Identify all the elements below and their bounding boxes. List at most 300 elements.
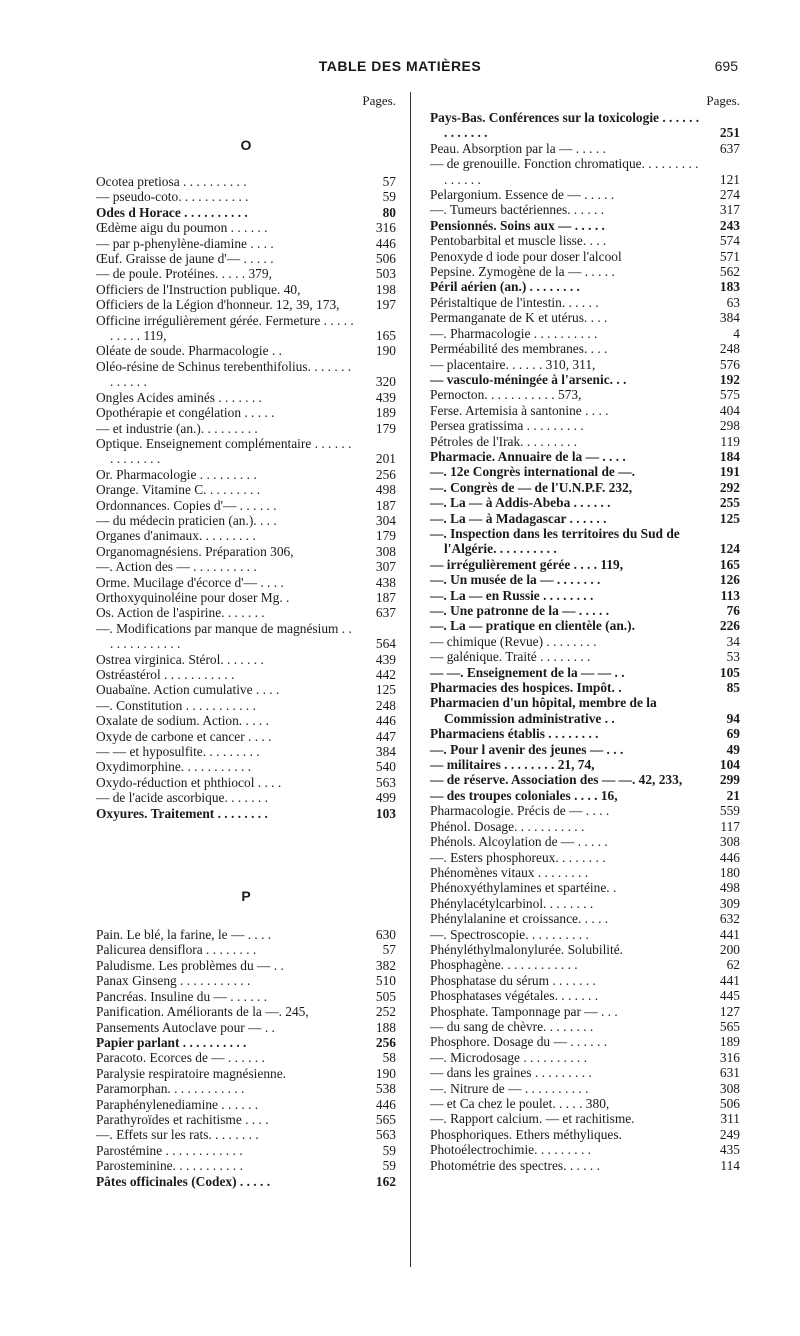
index-entry xyxy=(96,498,396,513)
index-entry-term: —. La — à Addis-Abeba . . . . . . xyxy=(430,495,611,511)
index-entry xyxy=(430,434,740,449)
index-entry-term: Oxyures. Traitement . . . . . . . . xyxy=(96,805,268,821)
index-entry xyxy=(430,1004,740,1019)
index-entry-term: Pansements Autoclave pour — . . xyxy=(96,1019,275,1035)
index-entry-page: 311 xyxy=(720,1111,740,1127)
index-entry xyxy=(96,1081,396,1096)
index-entry-page: 180 xyxy=(719,864,740,880)
index-entry-term: — de réserve. Association des — —. 42, 233, xyxy=(430,772,683,788)
index-entry-page: 201 xyxy=(375,451,396,467)
index-entry-page: 307 xyxy=(375,559,396,575)
index-entry-term: Pentobarbital et muscle lisse. . . . xyxy=(430,233,607,249)
index-entry-page: 446 xyxy=(375,1096,396,1112)
index-entry-page: 58 xyxy=(382,1050,396,1066)
index-entry xyxy=(430,665,740,680)
index-entry-term: Ostréastérol . . . . . . . . . . . xyxy=(96,667,235,682)
index-entry xyxy=(96,989,396,1004)
index-entry-term: Officiers de la Légion d'honneur. 12, 39, 173, xyxy=(96,297,340,313)
index-entry-term: Ongles Acides aminés . . . . . . . xyxy=(96,389,262,405)
index-entry-page: 165 xyxy=(719,556,740,572)
index-entry-term: Persea gratissima . . . . . . . . . xyxy=(430,418,584,434)
index-entry-term: Phosphore. Dosage du — . . . . . . xyxy=(430,1034,608,1050)
pages-label-right: Pages. xyxy=(706,93,740,108)
index-entry xyxy=(430,1111,740,1126)
index-entry-page: 446 xyxy=(375,713,396,729)
index-entry-page: 631 xyxy=(719,1065,740,1081)
index-entry xyxy=(430,326,740,341)
index-entry-term: — — et hyposulfite. . . . . . . . . xyxy=(96,744,260,760)
index-entry xyxy=(96,958,396,973)
index-entry-term: Pain. Le blé, la farine, le — . . . . xyxy=(96,927,272,943)
index-entry xyxy=(96,189,396,204)
index-entry xyxy=(430,1065,740,1080)
index-entry-term: Panification. Améliorants de la —. 245, xyxy=(96,1004,309,1020)
index-entry-term: —. Modifications par manque de magnésium . . . . . . . . . . . . . xyxy=(96,620,352,652)
index-entry-page: 575 xyxy=(719,387,740,403)
index-entry-page: 316 xyxy=(375,220,396,236)
index-entry xyxy=(430,357,740,372)
index-entry-term: Officiers de l'Instruction publique. 40, xyxy=(96,281,301,297)
index-entry-term: Œdème aigu du poumon . . . . . . xyxy=(96,220,268,236)
index-entry xyxy=(430,526,740,557)
index-entry xyxy=(96,806,396,821)
index-entry xyxy=(430,834,740,849)
index-entry xyxy=(96,590,396,605)
index-entry-page: 309 xyxy=(719,895,740,911)
index-entry-term: Péril aérien (an.) . . . . . . . . xyxy=(430,279,580,295)
index-entry-term: Phénols. Alcoylation de — . . . . . xyxy=(430,834,608,850)
index-entry-term: Orthoxyquinoléine pour doser Mg. . xyxy=(96,589,290,605)
index-entry-page: 308 xyxy=(719,1080,740,1096)
index-entry-term: Parathyroïdes et rachitisme . . . . xyxy=(96,1111,269,1127)
index-entry xyxy=(430,618,740,633)
index-entry-term: Papier parlant . . . . . . . . . . xyxy=(96,1034,247,1050)
index-entry-page: 255 xyxy=(719,495,740,511)
index-entry xyxy=(430,218,740,233)
index-entry-term: —. La — en Russie . . . . . . . . xyxy=(430,587,594,603)
index-entry-page: 183 xyxy=(719,279,740,295)
index-entry-page: 538 xyxy=(375,1081,396,1097)
index-entry-page: 637 xyxy=(719,140,740,156)
index-entry-page: 563 xyxy=(375,774,396,790)
index-entry-page: 506 xyxy=(375,251,396,267)
index-entry xyxy=(430,1019,740,1034)
index-entry-page: 192 xyxy=(719,371,740,387)
index-entry-term: Oxydo-réduction et phthiocol . . . . xyxy=(96,774,282,790)
index-entry xyxy=(430,880,740,895)
index-entry-page: 248 xyxy=(719,341,740,357)
index-entry-term: Ocotea pretiosa . . . . . . . . . . xyxy=(96,174,247,189)
index-entry-page: 499 xyxy=(375,790,396,806)
index-entry xyxy=(430,819,740,834)
index-entry-page: 404 xyxy=(719,402,740,418)
index-entry-page: 57 xyxy=(382,174,396,189)
index-entry-page: 249 xyxy=(719,1126,740,1142)
index-entry-page: 184 xyxy=(719,448,740,464)
index-entry xyxy=(430,1081,740,1096)
index-entry xyxy=(96,297,396,312)
index-entry-page: 69 xyxy=(726,726,740,742)
index-entry-term: — galénique. Traité . . . . . . . . xyxy=(430,649,591,665)
index-entry-page: 21 xyxy=(726,787,740,803)
index-entry xyxy=(430,588,740,603)
index-entry xyxy=(430,1034,740,1049)
index-entry xyxy=(96,559,396,574)
index-entry-page: 125 xyxy=(719,510,740,526)
column-divider xyxy=(410,92,411,1267)
index-entry-term: Pharmacien d'un hôpital, membre de la Commission administrative . . xyxy=(430,695,657,726)
index-entry-term: Phénomènes vitaux . . . . . . . . xyxy=(430,864,589,880)
index-entry-page: 632 xyxy=(719,911,740,927)
index-entry xyxy=(96,698,396,713)
index-entry-page: 187 xyxy=(375,497,396,513)
index-entry xyxy=(430,742,740,757)
index-entry-page: 637 xyxy=(375,605,396,621)
index-entry-term: — vasculo-méningée à l'arsenic. . . xyxy=(430,371,627,387)
index-entry xyxy=(96,1035,396,1050)
index-entry-term: —. La — pratique en clientèle (an.). xyxy=(430,618,635,634)
index-entry-term: Ordonnances. Copies d'— . . . . . . xyxy=(96,497,277,513)
index-entry-page: 510 xyxy=(375,973,396,989)
index-entry-term: Parostémine . . . . . . . . . . . . xyxy=(96,1142,243,1158)
index-entry xyxy=(96,544,396,559)
index-entry-page: 63 xyxy=(726,294,740,310)
index-entry-term: Oxalate de sodium. Action. . . . . xyxy=(96,713,269,729)
index-entry xyxy=(430,495,740,510)
index-entry xyxy=(430,1158,740,1173)
index-entry-page: 121 xyxy=(719,171,740,187)
index-entry-term: Opothérapie et congélation . . . . . xyxy=(96,405,275,421)
index-entry-page: 562 xyxy=(719,264,740,280)
index-entry xyxy=(96,942,396,957)
index-entry-page: 125 xyxy=(375,682,396,698)
index-entry xyxy=(96,405,396,420)
index-entry-term: Os. Action de l'aspirine. . . . . . . xyxy=(96,605,265,621)
index-entry xyxy=(96,236,396,251)
index-entry-term: Orange. Vitamine C. . . . . . . . . xyxy=(96,482,261,498)
index-entry-term: —. Congrès de — de l'U.N.P.F. 232, xyxy=(430,479,633,495)
index-entry-page: 103 xyxy=(375,805,396,821)
index-entry xyxy=(96,682,396,697)
index-entry-term: Orme. Mucilage d'écorce d'— . . . . xyxy=(96,574,284,590)
index-entry-page: 53 xyxy=(726,649,740,665)
index-entry-term: Pharmacologie. Précis de — . . . . xyxy=(430,803,610,819)
index-entry-page: 574 xyxy=(719,233,740,249)
index-entry-page: 188 xyxy=(375,1019,396,1035)
index-entry-term: Paralysie respiratoire magnésienne. xyxy=(96,1065,286,1081)
index-entry xyxy=(430,927,740,942)
index-entry xyxy=(430,896,740,911)
index-entry-term: Oxydimorphine. . . . . . . . . . . xyxy=(96,759,252,775)
index-entry-page: 292 xyxy=(719,479,740,495)
index-entry xyxy=(96,713,396,728)
index-entry-page: 298 xyxy=(719,418,740,434)
index-entry-term: Phénylalanine et croissance. . . . . xyxy=(430,911,609,927)
index-entry xyxy=(96,744,396,759)
index-entry-page: 304 xyxy=(375,512,396,528)
index-entry xyxy=(96,1174,396,1189)
index-entry xyxy=(430,649,740,664)
index-entry-term: —. Un musée de la — . . . . . . . xyxy=(430,572,601,588)
index-entry xyxy=(96,1112,396,1127)
index-entry-term: — —. Enseignement de la — — . . xyxy=(430,664,625,680)
index-entry-term: Perméabilité des membranes. . . . xyxy=(430,341,608,357)
index-entry-page: 446 xyxy=(375,235,396,251)
index-entry-term: Palicurea densiflora . . . . . . . . xyxy=(96,942,257,958)
index-entry-page: 197 xyxy=(375,297,396,313)
index-entry xyxy=(430,680,740,695)
index-entry-page: 127 xyxy=(719,1003,740,1019)
index-entry-term: Ferse. Artemisia à santonine . . . . xyxy=(430,402,609,418)
index-entry-term: Phosphatase du sérum . . . . . . . xyxy=(430,972,596,988)
index-entry xyxy=(430,695,740,726)
index-entry xyxy=(430,1127,740,1142)
index-entry-page: 190 xyxy=(375,1065,396,1081)
index-entry-term: Phényléthylmalonylurée. Solubilité. xyxy=(430,941,624,957)
index-entry-term: Pelargonium. Essence de — . . . . . xyxy=(430,187,615,203)
index-entry xyxy=(96,1097,396,1112)
index-entry-term: Phosphoriques. Ethers méthyliques. xyxy=(430,1126,622,1142)
index-entry-term: Photoélectrochimie. . . . . . . . . xyxy=(430,1142,592,1158)
index-entry-page: 576 xyxy=(719,356,740,372)
index-entry xyxy=(430,295,740,310)
index-entry-term: Ostrea virginica. Stérol. . . . . . . xyxy=(96,651,264,667)
index-entry-page: 438 xyxy=(375,574,396,590)
index-entry-term: Pétroles de l'Irak. . . . . . . . . xyxy=(430,433,578,449)
index-entry xyxy=(96,343,396,358)
index-entry-page: 435 xyxy=(719,1142,740,1158)
index-entry-page: 252 xyxy=(375,1004,396,1020)
index-entry-page: 384 xyxy=(719,310,740,326)
index-entry xyxy=(430,1096,740,1111)
index-entry xyxy=(430,372,740,387)
index-entry-term: Paramorphan. . . . . . . . . . . . xyxy=(96,1081,245,1097)
index-entry-page: 505 xyxy=(375,988,396,1004)
index-entry-term: Oléate de soude. Pharmacologie . . xyxy=(96,343,282,359)
index-entry-page: 506 xyxy=(719,1096,740,1111)
index-entry-page: 189 xyxy=(375,405,396,421)
index-entry-term: —. Microdosage . . . . . . . . . . xyxy=(430,1049,587,1065)
index-entry xyxy=(430,942,740,957)
index-entry xyxy=(430,141,740,156)
index-entry-page: 80 xyxy=(382,204,396,220)
index-entry-term: Pharmacies des hospices. Impôt. . xyxy=(430,680,622,696)
index-entry-page: 85 xyxy=(726,680,740,696)
index-entry-page: 59 xyxy=(382,1142,396,1158)
index-entry-page: 441 xyxy=(719,972,740,988)
index-entry xyxy=(96,359,396,390)
index-entry xyxy=(96,513,396,528)
page-header xyxy=(0,58,800,78)
index-entry-term: Pays-Bas. Conférences sur la toxicologie . . . . . . . . . . . . . xyxy=(430,110,700,141)
index-entry xyxy=(96,575,396,590)
index-entry xyxy=(430,449,740,464)
index-entry-term: — placentaire. . . . . . 310, 311, xyxy=(430,356,596,372)
index-entry-page: 571 xyxy=(719,248,740,264)
index-entry-page: 565 xyxy=(375,1111,396,1127)
index-entry xyxy=(96,528,396,543)
index-entry-term: Or. Pharmacologie . . . . . . . . . xyxy=(96,466,257,482)
index-entry-term: — du sang de chèvre. . . . . . . . xyxy=(430,1018,594,1034)
index-entry xyxy=(430,603,740,618)
index-entry xyxy=(430,387,740,402)
index-entry-term: —. La — à Madagascar . . . . . . xyxy=(430,510,607,526)
index-entry-page: 114 xyxy=(720,1157,740,1173)
index-entry-term: Peau. Absorption par la — . . . . . xyxy=(430,140,606,156)
index-entry-term: Optique. Enseignement complémentaire . . . . . . . . . . . . . . xyxy=(96,435,352,467)
index-entry xyxy=(430,110,740,141)
index-entry xyxy=(430,772,740,787)
index-entry-term: —. Pour l avenir des jeunes — . . . xyxy=(430,741,624,757)
index-entry-page: 57 xyxy=(382,942,396,958)
index-entry xyxy=(96,775,396,790)
index-entry xyxy=(430,249,740,264)
index-entry-page: 49 xyxy=(726,741,740,757)
index-entry-term: Phosphagène. . . . . . . . . . . . xyxy=(430,957,578,973)
index-entry-page: 62 xyxy=(726,957,740,973)
index-entry-term: — par p-phenylène-diamine . . . . xyxy=(96,235,274,251)
index-entry-page: 179 xyxy=(375,420,396,436)
index-entry xyxy=(430,634,740,649)
index-entry-page: 179 xyxy=(375,528,396,544)
index-entry-page: 384 xyxy=(375,744,396,760)
index-entry xyxy=(96,759,396,774)
index-entry xyxy=(430,279,740,294)
index-entry-page: 248 xyxy=(375,697,396,713)
index-entry xyxy=(96,390,396,405)
index-entry xyxy=(96,621,396,652)
index-entry-term: —. Esters phosphoreux. . . . . . . . xyxy=(430,849,606,865)
index-entry xyxy=(96,266,396,281)
index-entry xyxy=(430,973,740,988)
index-entry-term: Phénylacétylcarbinol. . . . . . . . xyxy=(430,895,594,911)
index-entry-term: Organes d'animaux. . . . . . . . . xyxy=(96,528,256,544)
index-entry xyxy=(96,251,396,266)
index-entry xyxy=(96,1004,396,1019)
entry-list-o xyxy=(96,174,396,821)
index-entry-page: 59 xyxy=(382,189,396,205)
index-entry-page: 564 xyxy=(375,636,396,652)
index-entry xyxy=(430,202,740,217)
index-entry-term: —. Rapport calcium. — et rachitisme. xyxy=(430,1111,635,1127)
index-entry-term: Pepsine. Zymogène de la — . . . . . xyxy=(430,264,615,280)
index-entry-term: Panax Ginseng . . . . . . . . . . . xyxy=(96,973,251,989)
index-entry-term: Paracoto. Ecorces de — . . . . . . xyxy=(96,1050,265,1066)
index-entry-term: Œuf. Graisse de jaune d'— . . . . . xyxy=(96,251,274,267)
index-entry xyxy=(430,264,740,279)
index-entry-page: 439 xyxy=(375,389,396,405)
index-entry-term: Pharmaciens établis . . . . . . . . xyxy=(430,726,599,742)
index-entry-term: —. Inspection dans les territoires du Sud de l'Algérie. . . . . . . . . . xyxy=(430,525,680,557)
index-entry xyxy=(430,310,740,325)
index-entry-page: 189 xyxy=(719,1034,740,1050)
index-entry-page: 446 xyxy=(719,849,740,865)
index-entry-term: Permanganate de K et utérus. . . . xyxy=(430,310,608,326)
index-entry-term: Pensionnés. Soins aux — . . . . . xyxy=(430,217,605,233)
index-entry-page: 124 xyxy=(719,541,740,557)
index-entry-page: 559 xyxy=(719,803,740,819)
index-entry-page: 113 xyxy=(720,587,740,603)
index-entry-term: —. Tumeurs bactériennes. . . . . . xyxy=(430,202,605,218)
index-entry-term: Parosteminine. . . . . . . . . . . xyxy=(96,1158,243,1174)
index-entry xyxy=(430,233,740,248)
index-entry xyxy=(96,436,396,467)
index-entry-term: Phosphatases végétales. . . . . . . xyxy=(430,988,599,1004)
index-entry xyxy=(430,988,740,1003)
index-entry-page: 251 xyxy=(719,125,740,141)
index-entry-term: Pharmacie. Annuaire de la — . . . . xyxy=(430,448,626,464)
index-entry-term: Paludisme. Les problèmes du — . . xyxy=(96,957,284,973)
index-entry xyxy=(430,1142,740,1157)
index-entry-term: — pseudo-coto. . . . . . . . . . . xyxy=(96,189,249,205)
index-entry-term: Oléo-résine de Schinus terebenthifolius. . . . . . . . . . . . . xyxy=(96,358,352,390)
index-entry-term: Organomagnésiens. Préparation 306, xyxy=(96,543,294,559)
index-entry-page: 382 xyxy=(375,957,396,973)
index-entry-term: Paraphénylenediamine . . . . . . xyxy=(96,1096,259,1112)
index-entry xyxy=(96,652,396,667)
index-entry-page: 447 xyxy=(375,728,396,744)
index-entry xyxy=(430,757,740,772)
index-entry xyxy=(96,667,396,682)
index-entry-term: —. Spectroscopie. . . . . . . . . . xyxy=(430,926,589,942)
index-entry xyxy=(96,1143,396,1158)
index-entry xyxy=(430,572,740,587)
index-entry-page: 187 xyxy=(375,589,396,605)
index-entry-page: 119 xyxy=(720,433,740,449)
index-entry-page: 117 xyxy=(720,818,740,834)
index-entry xyxy=(430,480,740,495)
index-entry xyxy=(430,788,740,803)
index-entry-page: 34 xyxy=(726,633,740,649)
index-entry xyxy=(96,467,396,482)
index-entry-page: 126 xyxy=(719,572,740,588)
index-entry-page: 104 xyxy=(719,757,740,773)
index-entry-page: 256 xyxy=(375,466,396,482)
index-entry-term: —. Effets sur les rats. . . . . . . . xyxy=(96,1127,259,1143)
index-entry-term: Odes d Horace . . . . . . . . . . xyxy=(96,204,248,220)
section-letter-o: O xyxy=(240,137,252,153)
index-entry-term: — de poule. Protéines. . . . . 379, xyxy=(96,266,272,282)
index-entry-term: Officine irrégulièrement gérée. Fermeture . . . . . . . . . . 119, xyxy=(96,312,354,344)
page-number: 695 xyxy=(714,58,738,74)
index-entry-page: 274 xyxy=(719,187,740,203)
index-entry-page: 630 xyxy=(375,927,396,943)
index-entry xyxy=(430,850,740,865)
index-entry xyxy=(96,973,396,988)
index-entry-page: 445 xyxy=(719,988,740,1004)
right-column xyxy=(430,92,740,1173)
index-entry-page: 191 xyxy=(719,464,740,480)
index-entry xyxy=(430,726,740,741)
index-entry-term: —. Nitrure de — . . . . . . . . . . xyxy=(430,1080,589,1096)
index-entry-page: 165 xyxy=(375,328,396,344)
index-entry-page: 162 xyxy=(375,1173,396,1189)
index-entry-page: 317 xyxy=(719,202,740,218)
index-entry-page: 226 xyxy=(719,618,740,634)
index-entry-page: 76 xyxy=(726,603,740,618)
index-entry xyxy=(96,1020,396,1035)
index-entry-term: — militaires . . . . . . . . 21, 74, xyxy=(430,757,595,773)
index-entry xyxy=(96,1127,396,1142)
index-entry xyxy=(96,1050,396,1065)
index-entry xyxy=(430,187,740,202)
index-entry-page: 498 xyxy=(719,880,740,896)
index-entry-page: 190 xyxy=(375,343,396,359)
index-entry xyxy=(430,557,740,572)
index-entry xyxy=(430,865,740,880)
index-entry xyxy=(430,911,740,926)
index-entry xyxy=(430,403,740,418)
